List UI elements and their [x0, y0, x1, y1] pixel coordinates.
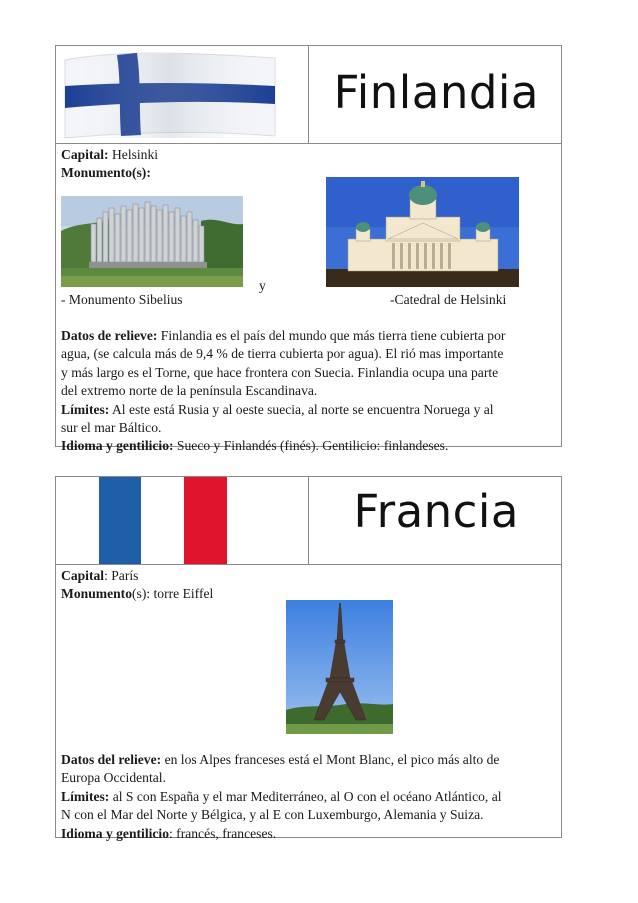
- limits-line: al S con España y el mar Mediterráneo, al O con el océano Atlántico, al: [109, 788, 502, 804]
- relief-line: y más largo es el Torne, que hace frontera con Suecia. Finlandia ocupa una parte: [61, 364, 499, 380]
- capital-value: : París: [104, 568, 139, 583]
- finlandia-header: [56, 46, 561, 144]
- limits-line: N con el Mar del Norte y Bélgica, y al E con Luxemburgo, Alemania y Suiza.: [61, 807, 484, 823]
- monument-label: Monumento: [61, 586, 132, 601]
- france-flag: [99, 477, 227, 564]
- monument-value: (s): torre Eiffel: [132, 586, 214, 601]
- relief-label: Datos de relieve:: [61, 328, 158, 343]
- language-label: Idioma y gentilicio: [61, 825, 169, 841]
- francia-header: [56, 477, 561, 565]
- relief-label: Datos del relieve:: [61, 752, 162, 767]
- finlandia-info-block: [61, 327, 561, 456]
- capital-line: [61, 567, 138, 585]
- country-title: Finlandia: [333, 66, 539, 119]
- limits-line: Al este está Rusia y al oeste suecia, al norte se encuentra Noruega y al: [109, 401, 494, 417]
- relief-line: Finlandia es el país del mundo que más tierra tiene cubierta por: [157, 328, 506, 343]
- capital-label: Capital: [61, 568, 105, 583]
- language-value: : francés, franceses.: [169, 825, 277, 841]
- relief-line: del extremo norte de la península Escandinava.: [61, 383, 318, 399]
- relief-line: en los Alpes franceses está el Mont Blanc, el pico más alto de: [161, 752, 500, 767]
- header-divider: [308, 477, 309, 564]
- country-title: Francia: [353, 485, 519, 538]
- monument-line: [61, 585, 213, 603]
- sibelius-monument-photo: [61, 196, 243, 287]
- header-divider: [308, 46, 309, 143]
- limits-label: Límites:: [61, 401, 110, 417]
- finlandia-card: [55, 45, 562, 454]
- language-label: Idioma y gentilicio:: [61, 438, 174, 454]
- monument1-caption: - Monumento Sibelius: [61, 292, 183, 307]
- relief-line: Europa Occidental.: [61, 770, 166, 786]
- helsinki-cathedral-photo: [326, 177, 519, 287]
- limits-label: Límites:: [61, 788, 110, 804]
- capital-label: Capital:: [61, 147, 109, 162]
- eiffel-tower-photo: [286, 600, 393, 734]
- monument2-caption: -Catedral de Helsinki: [390, 292, 507, 307]
- francia-card: [55, 476, 562, 841]
- language-value: Sueco y Finlandés (finés). Gentilicio: finlandeses.: [173, 438, 449, 454]
- capital-value: Helsinki: [108, 147, 159, 162]
- capital-line: [61, 146, 158, 164]
- relief-line: agua, (se calcula más de 9,4 % de tierra cubierta por agua). El rió mas importante: [61, 346, 504, 362]
- finland-flag: [61, 50, 279, 140]
- and-connector: y: [259, 278, 266, 293]
- limits-line: sur el mar Báltico.: [61, 420, 162, 436]
- monument-label: Monumento(s):: [61, 165, 151, 180]
- francia-info-block: [61, 751, 561, 843]
